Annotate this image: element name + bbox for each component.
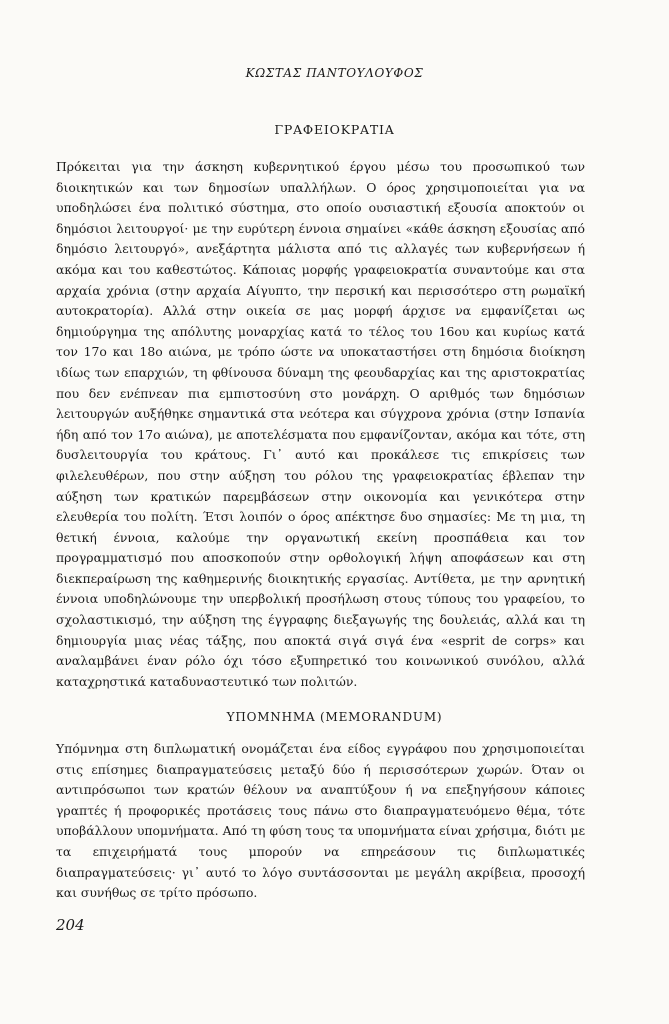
section-title-memorandum: ΥΠΟΜΝΗΜΑ (MEMORANDUM) xyxy=(226,710,443,724)
section-body-bureaucracy: Πρόκειται για την άσκηση κυβερνητικού έργου μέσω του προσωπικού των διοικητικών και των δημοσίων υπαλλήλων. Ο όρος χρησιμοποιείται για να υποδηλώσει ένα πολιτικό σύστημα, στο οποίο ουσιαστική εξουσία αποκτούν οι δημόσιοι λειτουργοί· με την ευρύτερη έννοια σημαίνει «κάθε άσκηση εξουσίας από δημόσιο λειτουργό», ανεξάρτητα μάλιστα από τις αλλαγές των κυβερνήσεων ή ακόμα και του καθεστώτος. Κάποιας μορφής γραφειοκρατία συναντούμε και στα αρχαία χρόνια (στην αρχαία Αίγυπτο, την περσική και περισσότερο στη ρωμαϊκή αυτοκρατορία). Αλλά στην οικεία σε μας μορφή άρχισε να εμφανίζεται ως δημιούργημα της απόλυτης μοναρχίας κατά το τέλος του 16ου και κυρίως κατά τον 17ο και 18ο αιώνα, με τρόπο ώστε να υποκαταστήσει στη δημόσια διοίκηση ιδίως των επαρχιών, τη φθίνουσα δύναμη της φεουδαρχίας και της αριστοκρατίας που δεν ενέπνεαν πια εμπιστοσύνη στο μονάρχη. Ο αριθμός των δημόσιων λειτουργών αυξήθηκε σημαντικά στα νεότερα και σύγχρονα χρόνια (στην Ισπανία ήδη από τον 17ο αιώνα), με αποτελέσματα που εμφανίζονταν, ακόμα και τότε, στη δυσλειτουργία του κράτους. Γι᾽ αυτό και προκάλεσε τις επικρίσεις των φιλελευθέρων, που στην αύξηση του ρόλου της γραφειοκρατίας έβλεπαν την αύξηση των κρατικών παρεμβάσεων στην οικονομία και γενικότερα στην ελευθερία του πολίτη. Έτσι λοιπόν ο όρος απέκτησε δυο σημασίες: Με τη μια, τη θετική έννοια, καλούμε την οργανωτική εκείνη προσπάθεια και τον προγραμματισμό που αποσκοπούν στην ορθολογική λήψη αποφάσεων και στη διεκπεραίρωση της καθημερινής διοικητικής εργασίας. Αντίθετα, με την αρνητική έννοια υποδηλώνουμε την υπερβολική προσήλωση στους τύπους του γραφείου, το σχολαστικισμό, την αύξηση της έγγραφης διεξαγωγής της δουλειάς, αλλά και τη δημιουργία μιας νέας τάξης, που αποκτά σιγά σιγά ένα «esprit de corps» και αναλαμβάνει έναν ρόλο όχι τόσο εξυπηρετικό του κοινωνικού συνόλου, αλλά καταχρηστικά καταδυναστευτικό των πολιτών. xyxy=(56,159,585,689)
running-head-author: ΚΩΣΤΑΣ ΠΑΝΤΟΥΛΟΥΦΟΣ xyxy=(245,66,424,80)
section-title-bureaucracy: ΓΡΑΦΕΙΟΚΡΑΤΙΑ xyxy=(274,122,395,137)
section-body-memorandum: Υπόμνημα στη διπλωματική ονομάζεται ένα είδος εγγράφου που χρησιμοποιείται στις επίσημες διαπραγματεύσεις μεταξύ δύο ή περισσότερων χωρών. Όταν οι αντιπρόσωποι των κρατών θέλουν να αναπτύξουν ή να επεξηγήσουν κάποιες γραπτές ή προφορικές προτάσεις τους πάνω στο διαπραγματευόμενο θέμα, τότε υποβάλλουν υπομνήματα. Από τη φύση τους τα υπομνήματα είναι χρήσιμα, διότι με τα επιχειρήματά τους μπορούν να επηρεάσουν τις διπλωματικές διαπραγματεύσεις· γι᾽ αυτό το λόγο συντάσσονται με μεγάλη ακρίβεια, προσοχή και συνήθως σε τρίτο πρόσωπο. xyxy=(56,741,585,901)
page-number: 204 xyxy=(56,916,85,934)
